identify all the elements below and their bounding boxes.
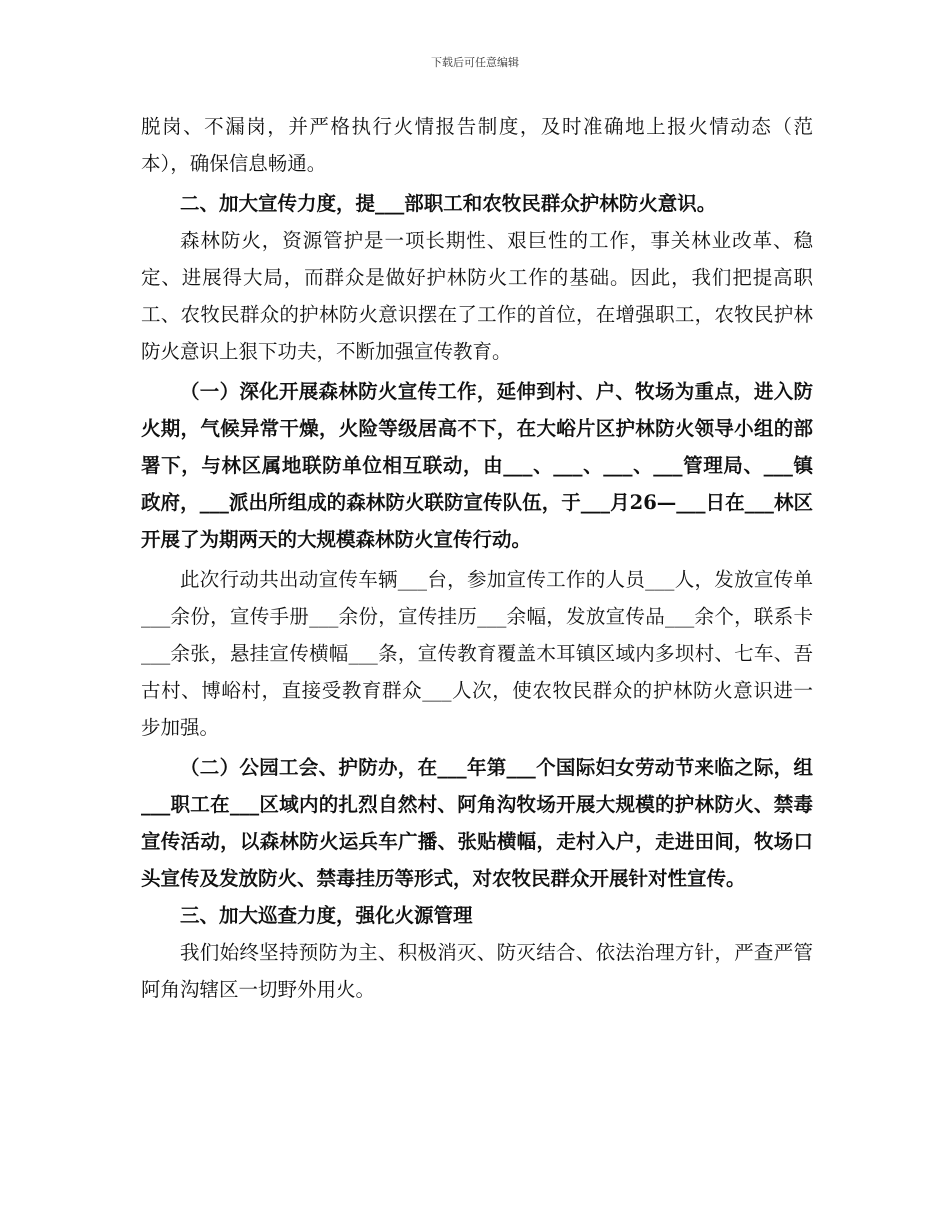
section-heading-3: 三、加大巡查力度，强化火源管理 <box>180 904 473 927</box>
paragraph-forest-fire-intro: 森林防火，资源管护是一项长期性、艰巨性的工作，事关林业改革、稳定、进展得大局，而群众是做好护林防火工作的基础。因此，我们把提高职工、农牧民群众的护林防火意识摆在了工作的首位，在增强职工，农牧民护林防火意识上狠下功夫，不断加强宣传教育。 <box>141 229 813 363</box>
subsection-1-paragraph: （一）深化开展森林防火宣传工作，延伸到村、户、牧场为重点，进入防火期，气候异常干燥，火险等级居高不下，在大峪片区护林防火领导小组的部署下，与林区属地联防单位相互联动，由___、___、___、___管理局、___镇政府，___派出所组成的森林防火联防宣传队伍，于___月26—___日在___林区开展了为期两天的大规模森林防火宣传行动。 <box>141 380 813 551</box>
page-header: 下载后可任意编辑 <box>431 56 519 69</box>
paragraph-continuation: 脱岗、不漏岗，并严格执行火情报告制度，及时准确地上报火情动态（范本），确保信息畅通。 <box>141 115 813 175</box>
paragraph-patrol: 我们始终坚持预防为主、积极消灭、防灭结合、依法治理方针，严查严管阿角沟辖区一切野外用火。 <box>141 941 813 1001</box>
section-heading-2: 二、加大宣传力度，提___部职工和农牧民群众护林防火意识。 <box>180 192 717 215</box>
document-body <box>141 108 813 1008</box>
subsection-2-paragraph: （二）公园工会、护防办，在___年第___个国际妇女劳动节来临之际，组___职工在___区域内的扎烈自然村、阿角沟牧场开展大规模的护林防火、禁毒宣传活动，以森林防火运兵车广播、张贴横幅，走村入户，走进田间，牧场口头宣传及发放防火、禁毒挂历等形式，对农牧民群众开展针对性宣传。 <box>141 756 813 890</box>
paragraph-campaign-stats: 此次行动共出动宣传车辆___台，参加宣传工作的人员___人，发放宣传单___余份，宣传手册___余份，宣传挂历___余幅，发放宣传品___余个，联系卡___余张，悬挂宣传横幅___条，宣传教育覆盖木耳镇区域内多坝村、七车、吾古村、博峪村，直接受教育群众___人次，使农牧民群众的护林防火意识进一步加强。 <box>141 568 813 739</box>
